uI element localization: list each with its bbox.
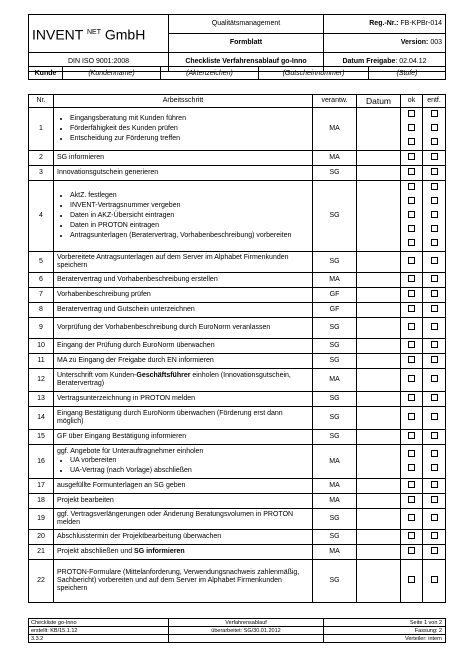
step-text-part: Projekt abschließen und: [57, 548, 135, 555]
step-number: 3: [29, 166, 54, 181]
customer-label: Kunde: [29, 67, 63, 80]
ok-cell: [401, 151, 423, 166]
step-text: GF über Eingang Bestätigung informieren: [57, 433, 187, 440]
date-cell[interactable]: [357, 151, 401, 166]
step-description: [54, 545, 313, 560]
table-row: [29, 273, 446, 288]
step-text: ausgefüllte Formunterlagen an SG geben: [57, 482, 186, 489]
step-description: [54, 303, 313, 318]
omitted-checkbox[interactable]: [431, 305, 438, 312]
table-row: [29, 151, 446, 166]
entf-cell: [423, 494, 446, 509]
subtask-item: • Förderfähigkeit des Kunden prüfen: [70, 124, 309, 134]
subtask-item: • Eingangsberatung mit Kunden führen: [70, 114, 309, 124]
omitted-checkbox[interactable]: [431, 496, 438, 503]
date-cell[interactable]: [357, 545, 401, 560]
step-number: 9: [29, 318, 54, 339]
ok-checkbox[interactable]: [408, 138, 415, 145]
date-cell[interactable]: [357, 392, 401, 407]
footer-revision: Fassung: 2: [324, 627, 446, 635]
step-description: [54, 252, 313, 273]
table-row: [29, 339, 446, 354]
responsible: SG: [313, 181, 357, 252]
entf-cell: [423, 509, 446, 530]
ok-cell: [401, 181, 423, 252]
table-row: [29, 354, 446, 369]
step-text: Abschlusstermin der Projektbearbeitung überwachen: [57, 533, 222, 540]
step-number: 19: [29, 509, 54, 530]
ok-checkbox[interactable]: [408, 576, 415, 583]
ok-checkbox[interactable]: [408, 356, 415, 363]
responsible: MA: [313, 479, 357, 494]
entf-cell: [423, 166, 446, 181]
omitted-checkbox[interactable]: [431, 124, 438, 131]
step-text: [57, 548, 309, 556]
ok-checkbox[interactable]: [408, 547, 415, 554]
entf-cell: [423, 252, 446, 273]
step-number: 22: [29, 560, 54, 603]
table-row: [29, 108, 446, 151]
step-number: 21: [29, 545, 54, 560]
step-subtasks: [57, 456, 309, 476]
table-header: [29, 95, 446, 108]
release-date: Datum Freigabe: 02.04.12: [324, 53, 446, 72]
entf-cell: [423, 430, 446, 445]
step-text: Vertragsunterzeichnung in PROTON melden: [57, 395, 195, 402]
ok-checkbox[interactable]: [408, 450, 415, 457]
date-cell[interactable]: [357, 252, 401, 273]
omitted-checkbox[interactable]: [431, 225, 438, 232]
voucher-number-field[interactable]: (Gutscheinnummer): [259, 67, 369, 80]
stage-field[interactable]: (Stufe): [369, 67, 446, 80]
step-text: PROTON-Formulare (Mittelanforderung, Verwendungsnachweis zahlenmäßig, Sachbericht) vorbereiten und auf dem Server im Alphabet Firmenkunden speichern: [57, 569, 300, 592]
responsible: MA: [313, 545, 357, 560]
step-number: 12: [29, 369, 54, 392]
subtask-item: • Entscheidung zur Förderung treffen: [70, 134, 309, 144]
step-text-emphasis: Geschäftsführer: [136, 372, 191, 379]
date-cell[interactable]: [357, 108, 401, 151]
responsible: SG: [313, 407, 357, 430]
document-footer: [28, 618, 446, 643]
step-subtasks: [57, 114, 309, 144]
col-step: Arbeitsschritt: [54, 95, 313, 108]
entf-cell: [423, 151, 446, 166]
ok-checkbox[interactable]: [408, 496, 415, 503]
date-cell[interactable]: [357, 509, 401, 530]
date-cell[interactable]: [357, 560, 401, 603]
date-cell[interactable]: [357, 288, 401, 303]
ok-checkbox[interactable]: [408, 225, 415, 232]
entf-cell: [423, 339, 446, 354]
entf-cell: [423, 288, 446, 303]
ok-checkbox[interactable]: [408, 239, 415, 246]
doc-category: Qualitätsmanagement: [169, 15, 324, 34]
ok-cell: [401, 288, 423, 303]
step-text: Projekt bearbeiten: [57, 497, 114, 504]
date-cell[interactable]: [357, 479, 401, 494]
step-number: 14: [29, 407, 54, 430]
ok-checkbox[interactable]: [408, 211, 415, 218]
step-description: [54, 509, 313, 530]
omitted-checkbox[interactable]: [431, 576, 438, 583]
ok-checkbox[interactable]: [408, 341, 415, 348]
date-cell[interactable]: [357, 369, 401, 392]
step-description: [54, 151, 313, 166]
omitted-checkbox[interactable]: [431, 547, 438, 554]
table-row: [29, 288, 446, 303]
ok-cell: [401, 166, 423, 181]
step-description: [54, 407, 313, 430]
step-text: SG informieren: [57, 154, 105, 161]
ok-cell: [401, 273, 423, 288]
customer-row: [28, 66, 446, 80]
customer-name-field[interactable]: (Kundenname): [63, 67, 161, 80]
date-cell[interactable]: [357, 303, 401, 318]
omitted-checkbox[interactable]: [431, 356, 438, 363]
omitted-checkbox[interactable]: [431, 375, 438, 382]
ok-cell: [401, 407, 423, 430]
step-number: 7: [29, 288, 54, 303]
step-description: [54, 430, 313, 445]
col-ok: ok: [401, 95, 423, 108]
omitted-checkbox[interactable]: [431, 290, 438, 297]
omitted-checkbox[interactable]: [431, 183, 438, 190]
footer-doc: Checkliste go-Inno: [29, 619, 169, 627]
ok-cell: [401, 303, 423, 318]
col-omitted: entf.: [423, 95, 446, 108]
col-date: Datum: [357, 95, 401, 108]
omitted-checkbox[interactable]: [431, 341, 438, 348]
table-row: [29, 303, 446, 318]
subtask-item: • UA vorbereiten: [70, 456, 309, 466]
ok-cell: [401, 430, 423, 445]
footer-distribution: Verteiler: intern: [324, 635, 446, 643]
step-number: 4: [29, 181, 54, 252]
ok-checkbox[interactable]: [408, 432, 415, 439]
table-row: [29, 252, 446, 273]
entf-cell: [423, 407, 446, 430]
col-nr: Nr.: [29, 95, 54, 108]
omitted-checkbox[interactable]: [431, 275, 438, 282]
responsible: MA: [313, 151, 357, 166]
ok-cell: [401, 108, 423, 151]
ok-cell: [401, 479, 423, 494]
responsible: SG: [313, 560, 357, 603]
entf-cell: [423, 303, 446, 318]
version: Version: 003: [324, 34, 446, 53]
step-description: [54, 494, 313, 509]
footer-page: Seite 1 von 2: [324, 619, 446, 627]
step-description: [54, 288, 313, 303]
table-row: [29, 530, 446, 545]
step-description: [54, 530, 313, 545]
document-header: [28, 14, 446, 72]
step-description: [54, 166, 313, 181]
omitted-checkbox[interactable]: [431, 323, 438, 330]
step-number: 10: [29, 339, 54, 354]
omitted-checkbox[interactable]: [431, 413, 438, 420]
step-description: [54, 392, 313, 407]
ok-checkbox[interactable]: [408, 375, 415, 382]
checklist-table: [28, 94, 446, 603]
table-row: [29, 392, 446, 407]
entf-cell: [423, 181, 446, 252]
step-text: ggf. Vertragsverlängerungen oder Änderung Beratungsvolumen in PROTON melden: [57, 511, 294, 526]
entf-cell: [423, 530, 446, 545]
ok-cell: [401, 354, 423, 369]
responsible: SG: [313, 530, 357, 545]
date-cell[interactable]: [357, 166, 401, 181]
responsible: MA: [313, 273, 357, 288]
ok-checkbox[interactable]: [408, 183, 415, 190]
step-text: Innovationsgutschein generieren: [57, 169, 159, 176]
responsible: SG: [313, 430, 357, 445]
step-number: 17: [29, 479, 54, 494]
subtask-item: • UA-Vertrag (nach Vorlage) abschließen: [70, 466, 309, 476]
footer-empty: [169, 635, 324, 643]
ok-cell: [401, 252, 423, 273]
step-text: Vorprüfung der Vorhabenbeschreibung durch EuroNorm veranlassen: [57, 324, 271, 331]
step-number: 15: [29, 430, 54, 445]
responsible: MA: [313, 369, 357, 392]
step-number: 1: [29, 108, 54, 151]
col-responsible: verantw.: [313, 95, 357, 108]
step-number: 11: [29, 354, 54, 369]
ok-checkbox[interactable]: [408, 124, 415, 131]
date-cell[interactable]: [357, 318, 401, 339]
responsible: SG: [313, 166, 357, 181]
step-description: [54, 479, 313, 494]
date-cell[interactable]: [357, 445, 401, 479]
doc-type: Formblatt: [169, 34, 324, 53]
responsible: GF: [313, 288, 357, 303]
step-text: Eingang der Prüfung durch EuroNorm überwachen: [57, 342, 215, 349]
omitted-checkbox[interactable]: [431, 514, 438, 521]
ok-cell: [401, 530, 423, 545]
table-row: [29, 166, 446, 181]
step-text: Vorhabenbeschreibung prüfen: [57, 291, 151, 298]
ok-cell: [401, 494, 423, 509]
entf-cell: [423, 354, 446, 369]
omitted-checkbox[interactable]: [431, 239, 438, 246]
omitted-checkbox[interactable]: [431, 211, 438, 218]
step-number: 20: [29, 530, 54, 545]
step-text-part: Unterschrift vom Kunden-: [57, 372, 137, 379]
step-description: [54, 560, 313, 603]
footer-created: erstellt: KB/15.1.12: [29, 627, 169, 635]
responsible: SG: [313, 252, 357, 273]
entf-cell: [423, 560, 446, 603]
step-text-emphasis: SG informieren: [134, 548, 185, 555]
step-number: 16: [29, 445, 54, 479]
footer-section: 3.3.2: [29, 635, 169, 643]
entf-cell: [423, 273, 446, 288]
ok-checkbox[interactable]: [408, 413, 415, 420]
table-row: [29, 369, 446, 392]
responsible: MA: [313, 445, 357, 479]
omitted-checkbox[interactable]: [431, 464, 438, 471]
date-cell[interactable]: [357, 273, 401, 288]
omitted-checkbox[interactable]: [431, 432, 438, 439]
step-number: 6: [29, 273, 54, 288]
date-cell[interactable]: [357, 430, 401, 445]
omitted-checkbox[interactable]: [431, 394, 438, 401]
step-description: [54, 339, 313, 354]
entf-cell: [423, 479, 446, 494]
entf-cell: [423, 108, 446, 151]
subtask-item: • Antragsunterlagen (Beratervertrag, Vorhabenbeschreibung) vorbereiten: [70, 231, 309, 241]
table-row: [29, 318, 446, 339]
date-cell[interactable]: [357, 494, 401, 509]
step-number: 18: [29, 494, 54, 509]
step-description: [54, 354, 313, 369]
responsible: SG: [313, 339, 357, 354]
entf-cell: [423, 545, 446, 560]
step-text: Vorbereitete Antragsunterlagen auf dem Server im Alphabet Firmenkunden speichern: [57, 254, 289, 269]
ok-cell: [401, 445, 423, 479]
date-cell[interactable]: [357, 530, 401, 545]
footer-process: Verfahrensablauf: [169, 619, 324, 627]
responsible: SG: [313, 354, 357, 369]
step-subtasks: [57, 191, 309, 241]
responsible: SG: [313, 392, 357, 407]
ok-cell: [401, 339, 423, 354]
footer-revised: überarbeitet: SG/30.01.2012: [169, 627, 324, 635]
entf-cell: [423, 318, 446, 339]
file-number-field[interactable]: (Aktenzeichen): [161, 67, 259, 80]
entf-cell: [423, 392, 446, 407]
date-cell[interactable]: [357, 354, 401, 369]
subtask-item: • INVENT-Vertragsnummer vergeben: [70, 201, 309, 211]
entf-cell: [423, 369, 446, 392]
ok-checkbox[interactable]: [408, 257, 415, 264]
ok-cell: [401, 509, 423, 530]
din-standard: DIN ISO 9001:2008: [29, 53, 169, 72]
ok-cell: [401, 392, 423, 407]
ok-checkbox[interactable]: [408, 168, 415, 175]
ok-cell: [401, 318, 423, 339]
ok-checkbox[interactable]: [408, 290, 415, 297]
table-row: [29, 479, 446, 494]
ok-cell: [401, 545, 423, 560]
step-description: [54, 273, 313, 288]
ok-checkbox[interactable]: [408, 275, 415, 282]
entf-cell: [423, 445, 446, 479]
table-row: [29, 494, 446, 509]
subtask-item: • Daten in PROTON eintragen: [70, 221, 309, 231]
responsible: MA: [313, 108, 357, 151]
table-row: [29, 430, 446, 445]
ok-cell: [401, 369, 423, 392]
step-number: 2: [29, 151, 54, 166]
doc-title: Checkliste Verfahrensablauf go-Inno: [169, 53, 324, 72]
ok-checkbox[interactable]: [408, 464, 415, 471]
ok-checkbox[interactable]: [408, 197, 415, 204]
table-row: [29, 407, 446, 430]
ok-checkbox[interactable]: [408, 153, 415, 160]
step-description: [54, 445, 313, 479]
step-number: 13: [29, 392, 54, 407]
step-number: 8: [29, 303, 54, 318]
omitted-checkbox[interactable]: [431, 450, 438, 457]
step-text: Eingang Bestätigung durch EuroNorm überwachen (Förderung erst dann möglich): [57, 410, 283, 425]
ok-checkbox[interactable]: [408, 110, 415, 117]
omitted-checkbox[interactable]: [431, 481, 438, 488]
ok-checkbox[interactable]: [408, 481, 415, 488]
ok-checkbox[interactable]: [408, 514, 415, 521]
table-row: [29, 181, 446, 252]
ok-checkbox[interactable]: [408, 305, 415, 312]
step-text: Beratervertrag und Vorhabenbeschreibung erstellen: [57, 276, 218, 283]
step-text: Beratervertrag und Gutschein unterzeichnen: [57, 306, 195, 313]
subtask-item: • Daten in AKZ-Übersicht eintragen: [70, 211, 309, 221]
omitted-checkbox[interactable]: [431, 168, 438, 175]
step-description: [54, 181, 313, 252]
date-cell[interactable]: [357, 407, 401, 430]
omitted-checkbox[interactable]: [431, 197, 438, 204]
reg-nr: Reg.-Nr.: FB-KPBr-014: [324, 15, 446, 34]
responsible: GF: [313, 303, 357, 318]
responsible: SG: [313, 318, 357, 339]
subtask-item: • AktZ. festlegen: [70, 191, 309, 201]
step-text: MA zu Eingang der Freigabe durch EN informieren: [57, 357, 214, 364]
company-logo: INVENT $^{NET}$ GmbH: [29, 15, 169, 53]
table-row: [29, 445, 446, 479]
step-number: 5: [29, 252, 54, 273]
responsible: SG: [313, 509, 357, 530]
responsible: MA: [313, 494, 357, 509]
table-row: [29, 545, 446, 560]
omitted-checkbox[interactable]: [431, 110, 438, 117]
step-description: [54, 369, 313, 392]
ok-checkbox[interactable]: [408, 532, 415, 539]
step-description: [54, 318, 313, 339]
ok-cell: [401, 560, 423, 603]
step-description: [54, 108, 313, 151]
step-text: ggf. Angebote für Unterauftragnehmer einholen: [57, 447, 204, 455]
step-text: [57, 372, 309, 388]
ok-checkbox[interactable]: [408, 323, 415, 330]
table-row: [29, 509, 446, 530]
date-cell[interactable]: [357, 181, 401, 252]
ok-checkbox[interactable]: [408, 394, 415, 401]
omitted-checkbox[interactable]: [431, 257, 438, 264]
omitted-checkbox[interactable]: [431, 153, 438, 160]
omitted-checkbox[interactable]: [431, 138, 438, 145]
table-row: [29, 560, 446, 603]
date-cell[interactable]: [357, 339, 401, 354]
step-text-part: einholen (Innovationsgutschein, Beratervertrag): [57, 372, 291, 387]
omitted-checkbox[interactable]: [431, 532, 438, 539]
